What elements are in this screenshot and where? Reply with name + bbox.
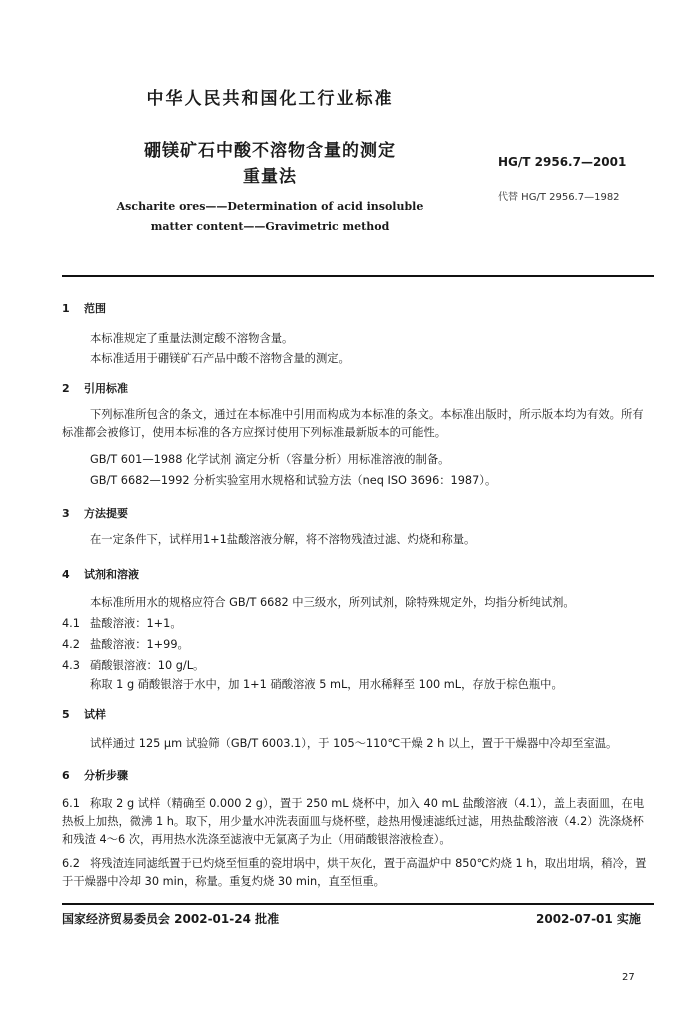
section-title: 方法提要 [84,507,128,520]
section-number: 3 [62,507,70,520]
section-number: 6 [62,769,70,782]
section-title: 范围 [84,302,106,315]
clause-6-2 [62,855,654,891]
section-4-paragraph-1: 本标准所用水的规格应符合 GB/T 6682 中三级水，所列试剂，除特殊规定外，均指分析纯试剂。 [90,596,575,609]
section-number: 2 [62,382,70,395]
clause-number: 6.2 [62,857,80,870]
clause-text: 盐酸溶液：1+1。 [90,617,182,630]
document-title-zh: 硼镁矿石中酸不溶物含量的测定 [144,141,396,161]
section-5-paragraph-1: 试样通过 125 μm 试验筛（GB/T 6003.1），于 105～110℃干燥 2 h 以上，置于干燥器中冷却至室温。 [90,737,618,750]
header-divider [62,275,654,277]
clause-text: 硝酸银溶液：10 g/L。 [90,659,205,672]
clause-text: 称取 2 g 试样（精确至 0.000 2 g），置于 250 mL 烧杯中，加入 40 mL 盐酸溶液（4.1），盖上表面皿，在电热板上加热，微沸 1 h。取下，用少量水冲洗表面皿与烧杯壁，趁热用慢速滤纸过滤，用热盐酸溶液（4.2）洗涤烧杯和残渣 4～6 次，再用热水洗涤至滤液中无氯离子为止（用硝酸银溶液检查）。 [62,797,645,846]
section-5-heading [62,706,106,722]
effective-date: 2002-07-01 实施 [536,912,641,926]
section-title: 分析步骤 [84,769,128,782]
clause-text: 将残渣连同滤纸置于已灼烧至恒重的瓷坩埚中，烘干灰化，置于高温炉中 850℃灼烧 1 h，取出坩埚，稍冷，置于干燥器中冷却 30 min，称量。重复灼烧 30 min，直至恒重。 [62,857,647,888]
section-4-heading [62,566,139,582]
replaces-standard: 代替 HG/T 2956.7—1982 [498,192,620,203]
section-2-heading [62,380,128,396]
approval-date: 国家经济贸易委员会 2002-01-24 批准 [62,912,280,926]
section-1-paragraph-2: 本标准适用于硼镁矿石产品中酸不溶物含量的测定。 [90,352,350,365]
section-title: 试样 [84,708,106,721]
standard-code: HG/T 2956.7—2001 [498,155,627,169]
section-number: 5 [62,708,70,721]
clause-4-2 [62,636,189,654]
clause-4-3-detail: 称取 1 g 硝酸银溶于水中，加 1+1 硝酸溶液 5 mL，用水稀释至 100 mL，存放于棕色瓶中。 [90,678,563,691]
section-1-paragraph-1: 本标准规定了重量法测定酸不溶物含量。 [90,332,294,345]
section-3-paragraph-1: 在一定条件下，试样用1+1盐酸溶液分解，将不溶物残渣过滤、灼烧和称量。 [90,533,476,546]
clause-6-1 [62,795,654,849]
section-2-paragraph-1: 下列标准所包含的条文，通过在本标准中引用而构成为本标准的条文。本标准出版时，所示版本均为有效。所有标准都会被修订，使用本标准的各方应探讨使用下列标准最新版本的可能性。 [62,408,644,439]
section-1-heading [62,300,106,316]
document-subtitle-zh: 重量法 [243,167,297,187]
clause-4-1 [62,615,182,633]
section-number: 1 [62,302,70,315]
section-title: 试剂和溶液 [84,568,139,581]
issuing-org-header: 中华人民共和国化工行业标准 [146,89,394,109]
footer-divider [62,903,654,905]
section-title: 引用标准 [84,382,128,395]
reference-gbt-601: GB/T 601—1988 化学试剂 滴定分析（容量分析）用标准溶液的制备。 [90,453,450,466]
clause-number: 6.1 [62,797,80,810]
clause-number: 4.1 [62,617,80,630]
document-title-en-line2: matter content——Gravimetric method [150,220,390,233]
section-number: 4 [62,568,70,581]
page-number: 27 [622,972,635,983]
clause-number: 4.2 [62,638,80,651]
section-3-heading [62,505,128,521]
document-title-en-line1: Ascharite ores——Determination of acid insoluble [116,200,424,213]
section-6-heading [62,767,128,783]
reference-gbt-6682: GB/T 6682—1992 分析实验室用水规格和试验方法（neq ISO 3696：1987）。 [90,474,497,487]
clause-4-3 [62,657,204,675]
clause-number: 4.3 [62,659,80,672]
clause-text: 盐酸溶液：1+99。 [90,638,189,651]
